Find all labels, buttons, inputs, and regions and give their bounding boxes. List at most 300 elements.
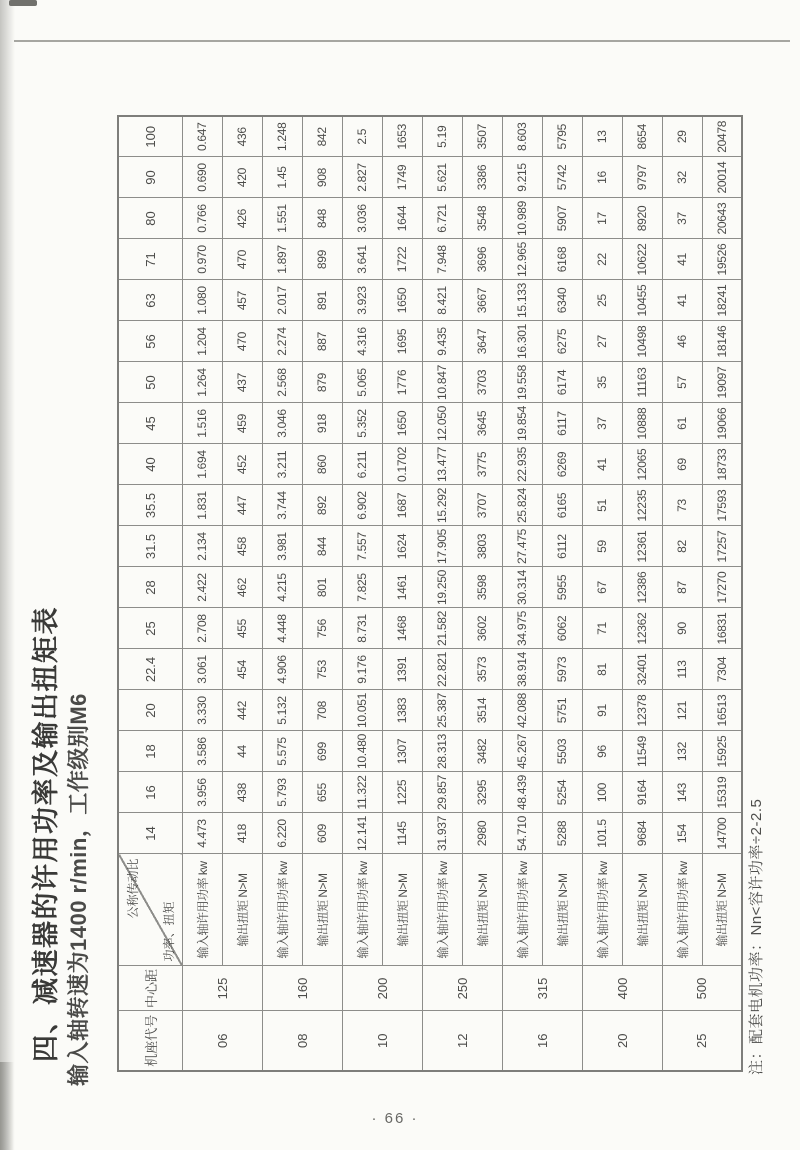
row-label-torque: 输出扭矩 N>M <box>702 854 742 966</box>
power-torque-table <box>117 115 743 1072</box>
torque-cell: 892 <box>302 485 342 526</box>
torque-cell: 3696 <box>462 239 502 280</box>
frame-torque-row <box>222 116 262 1071</box>
torque-cell: 3548 <box>462 198 502 239</box>
row-label-power: 输入轴许用功率 kw <box>342 854 382 966</box>
torque-cell: 9797 <box>622 157 662 198</box>
power-cell: 1.897 <box>262 239 302 280</box>
header-frame-code: 机座代号 <box>118 1011 182 1071</box>
power-cell: 19.558 <box>502 362 542 403</box>
torque-cell: 655 <box>302 772 342 813</box>
power-cell: 19.250 <box>422 567 462 608</box>
power-cell: 82 <box>662 526 702 567</box>
ratio-header-cell: 22.4 <box>118 649 182 690</box>
ratio-header-cell: 35.5 <box>118 485 182 526</box>
power-cell: 100 <box>582 772 622 813</box>
power-cell: 2.274 <box>262 321 302 362</box>
torque-cell: 11549 <box>622 731 662 772</box>
power-cell: 73 <box>662 485 702 526</box>
torque-cell: 887 <box>302 321 342 362</box>
power-cell: 3.586 <box>182 731 222 772</box>
torque-cell: 3707 <box>462 485 502 526</box>
torque-cell: 0.1702 <box>382 444 422 485</box>
torque-cell: 1391 <box>382 649 422 690</box>
torque-cell: 6340 <box>542 280 582 321</box>
power-cell: 2.5 <box>342 116 382 157</box>
power-cell: 15.292 <box>422 485 462 526</box>
center-distance-cell: 125 <box>182 966 262 1011</box>
power-cell: 10.847 <box>422 362 462 403</box>
power-cell: 21.582 <box>422 608 462 649</box>
header-diagonal-cell <box>118 854 182 966</box>
torque-cell: 1145 <box>382 813 422 854</box>
power-cell: 4.906 <box>262 649 302 690</box>
ratio-header-cell: 45 <box>118 403 182 444</box>
torque-cell: 5973 <box>542 649 582 690</box>
power-cell: 4.448 <box>262 608 302 649</box>
frame-code-cell: 12 <box>422 1011 502 1071</box>
torque-cell: 1722 <box>382 239 422 280</box>
power-cell: 5.19 <box>422 116 462 157</box>
header-center-distance: 中心距 <box>118 966 182 1011</box>
ratio-header-cell: 100 <box>118 116 182 157</box>
power-cell: 3.956 <box>182 772 222 813</box>
torque-cell: 609 <box>302 813 342 854</box>
power-cell: 12.141 <box>342 813 382 854</box>
torque-cell: 3482 <box>462 731 502 772</box>
torque-cell: 9164 <box>622 772 662 813</box>
frame-code-cell: 08 <box>262 1011 342 1071</box>
torque-cell: 1650 <box>382 403 422 444</box>
row-label-torque: 输出扭矩 N>M <box>302 854 342 966</box>
power-cell: 16.301 <box>502 321 542 362</box>
power-cell: 71 <box>582 608 622 649</box>
torque-cell: 5795 <box>542 116 582 157</box>
ratio-header-cell: 80 <box>118 198 182 239</box>
power-cell: 3.330 <box>182 690 222 731</box>
power-cell: 41 <box>582 444 622 485</box>
power-cell: 45.267 <box>502 731 542 772</box>
power-cell: 3.923 <box>342 280 382 321</box>
row-label-power: 输入轴许用功率 kw <box>422 854 462 966</box>
ratio-header-cell: 56 <box>118 321 182 362</box>
torque-cell: 18733 <box>702 444 742 485</box>
torque-cell: 459 <box>222 403 262 444</box>
power-cell: 1.080 <box>182 280 222 321</box>
torque-cell: 1776 <box>382 362 422 403</box>
torque-cell: 18146 <box>702 321 742 362</box>
torque-cell: 5288 <box>542 813 582 854</box>
torque-cell: 10498 <box>622 321 662 362</box>
ratio-header-cell: 63 <box>118 280 182 321</box>
center-distance-cell: 250 <box>422 966 502 1011</box>
power-cell: 0.766 <box>182 198 222 239</box>
power-cell: 11.322 <box>342 772 382 813</box>
torque-cell: 17270 <box>702 567 742 608</box>
torque-cell: 12386 <box>622 567 662 608</box>
power-cell: 101.5 <box>582 813 622 854</box>
power-cell: 154 <box>662 813 702 854</box>
row-label-power: 输入轴许用功率 kw <box>262 854 302 966</box>
power-cell: 6.902 <box>342 485 382 526</box>
power-cell: 22.821 <box>422 649 462 690</box>
torque-cell: 15925 <box>702 731 742 772</box>
torque-cell: 899 <box>302 239 342 280</box>
power-cell: 37 <box>582 403 622 444</box>
torque-cell: 1653 <box>382 116 422 157</box>
torque-cell: 918 <box>302 403 342 444</box>
power-cell: 1.248 <box>262 116 302 157</box>
torque-cell: 455 <box>222 608 262 649</box>
frame-code-cell: 06 <box>182 1011 262 1071</box>
frame-code-cell: 16 <box>502 1011 582 1071</box>
power-cell: 42.088 <box>502 690 542 731</box>
power-cell: 3.641 <box>342 239 382 280</box>
torque-cell: 17257 <box>702 526 742 567</box>
ratio-header-cell: 20 <box>118 690 182 731</box>
diagonal-label-power-torque: 功率、扭矩 <box>161 901 176 962</box>
power-cell: 61 <box>662 403 702 444</box>
power-cell: 69 <box>662 444 702 485</box>
power-cell: 19.854 <box>502 403 542 444</box>
torque-cell: 452 <box>222 444 262 485</box>
torque-cell: 1383 <box>382 690 422 731</box>
torque-cell: 5907 <box>542 198 582 239</box>
power-cell: 3.061 <box>182 649 222 690</box>
torque-cell: 3295 <box>462 772 502 813</box>
torque-cell: 5742 <box>542 157 582 198</box>
power-cell: 5.793 <box>262 772 302 813</box>
power-cell: 91 <box>582 690 622 731</box>
footnote: 注：配套电机功率：Nn<容许功率÷2-2.5 <box>748 798 765 1075</box>
torque-cell: 16513 <box>702 690 742 731</box>
power-cell: 0.647 <box>182 116 222 157</box>
torque-cell: 3647 <box>462 321 502 362</box>
power-cell: 7.825 <box>342 567 382 608</box>
power-cell: 132 <box>662 731 702 772</box>
frame-power-row <box>422 116 462 1071</box>
ratio-header-cell: 50 <box>118 362 182 403</box>
row-label-power: 输入轴许用功率 kw <box>182 854 222 966</box>
torque-cell: 1644 <box>382 198 422 239</box>
torque-cell: 1695 <box>382 321 422 362</box>
power-cell: 87 <box>662 567 702 608</box>
power-cell: 28.313 <box>422 731 462 772</box>
power-cell: 51 <box>582 485 622 526</box>
ratio-header-cell: 18 <box>118 731 182 772</box>
torque-cell: 801 <box>302 567 342 608</box>
row-label-torque: 输出扭矩 N>M <box>622 854 662 966</box>
power-cell: 41 <box>662 239 702 280</box>
power-cell: 90 <box>662 608 702 649</box>
torque-cell: 908 <box>302 157 342 198</box>
power-cell: 31.937 <box>422 813 462 854</box>
power-cell: 38.914 <box>502 649 542 690</box>
power-cell: 2.827 <box>342 157 382 198</box>
power-cell: 22.935 <box>502 444 542 485</box>
torque-cell: 19066 <box>702 403 742 444</box>
torque-cell: 19097 <box>702 362 742 403</box>
power-cell: 3.744 <box>262 485 302 526</box>
torque-cell: 12362 <box>622 608 662 649</box>
power-cell: 96 <box>582 731 622 772</box>
power-cell: 6.220 <box>262 813 302 854</box>
power-cell: 57 <box>662 362 702 403</box>
power-cell: 2.134 <box>182 526 222 567</box>
torque-cell: 9684 <box>622 813 662 854</box>
power-cell: 121 <box>662 690 702 731</box>
power-cell: 1.204 <box>182 321 222 362</box>
torque-cell: 7304 <box>702 649 742 690</box>
torque-cell: 19526 <box>702 239 742 280</box>
torque-cell: 844 <box>302 526 342 567</box>
ratio-header-cell: 31.5 <box>118 526 182 567</box>
power-cell: 35 <box>582 362 622 403</box>
power-cell: 15.133 <box>502 280 542 321</box>
torque-cell: 12378 <box>622 690 662 731</box>
torque-cell: 3667 <box>462 280 502 321</box>
torque-cell: 15319 <box>702 772 742 813</box>
torque-cell: 436 <box>222 116 262 157</box>
torque-cell: 426 <box>222 198 262 239</box>
torque-cell: 457 <box>222 280 262 321</box>
power-cell: 2.708 <box>182 608 222 649</box>
power-cell: 1.551 <box>262 198 302 239</box>
torque-cell: 3598 <box>462 567 502 608</box>
power-cell: 1.694 <box>182 444 222 485</box>
torque-cell: 10622 <box>622 239 662 280</box>
torque-cell: 891 <box>302 280 342 321</box>
ratio-header-cell: 28 <box>118 567 182 608</box>
power-cell: 59 <box>582 526 622 567</box>
frame-power-row <box>662 116 702 1071</box>
torque-cell: 470 <box>222 239 262 280</box>
center-distance-cell: 400 <box>582 966 662 1011</box>
torque-cell: 20643 <box>702 198 742 239</box>
power-cell: 4.316 <box>342 321 382 362</box>
frame-power-row <box>182 116 222 1071</box>
torque-cell: 6165 <box>542 485 582 526</box>
power-cell: 29.857 <box>422 772 462 813</box>
power-cell: 13 <box>582 116 622 157</box>
power-cell: 0.690 <box>182 157 222 198</box>
power-cell: 30.314 <box>502 567 542 608</box>
frame-power-row <box>342 116 382 1071</box>
center-distance-cell: 500 <box>662 966 742 1011</box>
torque-cell: 454 <box>222 649 262 690</box>
torque-cell: 699 <box>302 731 342 772</box>
torque-cell: 6112 <box>542 526 582 567</box>
power-cell: 4.473 <box>182 813 222 854</box>
table-header-row <box>118 116 182 1071</box>
torque-cell: 12065 <box>622 444 662 485</box>
power-cell: 46 <box>662 321 702 362</box>
torque-cell: 3775 <box>462 444 502 485</box>
frame-torque-row <box>702 116 742 1071</box>
power-cell: 54.710 <box>502 813 542 854</box>
torque-cell: 842 <box>302 116 342 157</box>
power-cell: 27 <box>582 321 622 362</box>
torque-cell: 3573 <box>462 649 502 690</box>
frame-power-row <box>582 116 622 1071</box>
ratio-header-cell: 14 <box>118 813 182 854</box>
power-cell: 3.036 <box>342 198 382 239</box>
torque-cell: 1624 <box>382 526 422 567</box>
torque-cell: 20014 <box>702 157 742 198</box>
torque-cell: 6275 <box>542 321 582 362</box>
torque-cell: 12235 <box>622 485 662 526</box>
power-cell: 67 <box>582 567 622 608</box>
torque-cell: 3386 <box>462 157 502 198</box>
power-cell: 5.065 <box>342 362 382 403</box>
power-cell: 143 <box>662 772 702 813</box>
power-cell: 5.621 <box>422 157 462 198</box>
torque-cell: 879 <box>302 362 342 403</box>
torque-cell: 458 <box>222 526 262 567</box>
torque-cell: 1650 <box>382 280 422 321</box>
frame-code-cell: 20 <box>582 1011 662 1071</box>
power-cell: 81 <box>582 649 622 690</box>
power-cell: 37 <box>662 198 702 239</box>
power-cell: 2.422 <box>182 567 222 608</box>
table-body <box>118 116 742 1071</box>
torque-cell: 1468 <box>382 608 422 649</box>
power-cell: 17 <box>582 198 622 239</box>
torque-cell: 756 <box>302 608 342 649</box>
torque-cell: 3602 <box>462 608 502 649</box>
power-cell: 5.575 <box>262 731 302 772</box>
power-cell: 9.176 <box>342 649 382 690</box>
power-cell: 2.568 <box>262 362 302 403</box>
torque-cell: 447 <box>222 485 262 526</box>
torque-cell: 3703 <box>462 362 502 403</box>
torque-cell: 1461 <box>382 567 422 608</box>
power-cell: 6.211 <box>342 444 382 485</box>
power-cell: 25.824 <box>502 485 542 526</box>
torque-cell: 17593 <box>702 485 742 526</box>
torque-cell: 3645 <box>462 403 502 444</box>
torque-cell: 2980 <box>462 813 502 854</box>
torque-cell: 708 <box>302 690 342 731</box>
torque-cell: 6062 <box>542 608 582 649</box>
torque-cell: 3514 <box>462 690 502 731</box>
power-cell: 48.439 <box>502 772 542 813</box>
power-cell: 10.989 <box>502 198 542 239</box>
power-cell: 10.480 <box>342 731 382 772</box>
power-cell: 12.050 <box>422 403 462 444</box>
power-cell: 8.421 <box>422 280 462 321</box>
power-cell: 0.970 <box>182 239 222 280</box>
frame-torque-row <box>542 116 582 1071</box>
torque-cell: 44 <box>222 731 262 772</box>
torque-cell: 6117 <box>542 403 582 444</box>
torque-cell: 6174 <box>542 362 582 403</box>
power-cell: 8.731 <box>342 608 382 649</box>
torque-cell: 437 <box>222 362 262 403</box>
power-cell: 7.948 <box>422 239 462 280</box>
row-label-power: 输入轴许用功率 kw <box>582 854 622 966</box>
power-cell: 6.721 <box>422 198 462 239</box>
table-subtitle: 输入轴转速为1400 r/min，工作级别M6 <box>66 693 91 1086</box>
power-cell: 3.046 <box>262 403 302 444</box>
torque-cell: 5503 <box>542 731 582 772</box>
power-cell: 2.017 <box>262 280 302 321</box>
frame-torque-row <box>622 116 662 1071</box>
torque-cell: 6269 <box>542 444 582 485</box>
power-cell: 10.051 <box>342 690 382 731</box>
power-cell: 41 <box>662 280 702 321</box>
torque-cell: 1225 <box>382 772 422 813</box>
torque-cell: 3507 <box>462 116 502 157</box>
power-cell: 12.965 <box>502 239 542 280</box>
power-cell: 17.905 <box>422 526 462 567</box>
ratio-header-cell: 71 <box>118 239 182 280</box>
torque-cell: 470 <box>222 321 262 362</box>
power-cell: 4.215 <box>262 567 302 608</box>
torque-cell: 848 <box>302 198 342 239</box>
torque-cell: 5955 <box>542 567 582 608</box>
section-title: 四、减速器的许用功率及输出扭矩表 <box>31 606 61 1062</box>
torque-cell: 1687 <box>382 485 422 526</box>
power-cell: 22 <box>582 239 622 280</box>
power-cell: 113 <box>662 649 702 690</box>
torque-cell: 6168 <box>542 239 582 280</box>
torque-cell: 11163 <box>622 362 662 403</box>
center-distance-cell: 315 <box>502 966 582 1011</box>
center-distance-cell: 160 <box>262 966 342 1011</box>
power-cell: 9.215 <box>502 157 542 198</box>
row-label-power: 输入轴许用功率 kw <box>662 854 702 966</box>
power-cell: 1.516 <box>182 403 222 444</box>
power-cell: 5.132 <box>262 690 302 731</box>
torque-cell: 16831 <box>702 608 742 649</box>
row-label-power: 输入轴许用功率 kw <box>502 854 542 966</box>
power-cell: 5.352 <box>342 403 382 444</box>
torque-cell: 14700 <box>702 813 742 854</box>
power-cell: 9.435 <box>422 321 462 362</box>
power-cell: 25.387 <box>422 690 462 731</box>
power-cell: 3.981 <box>262 526 302 567</box>
frame-code-cell: 25 <box>662 1011 742 1071</box>
power-cell: 27.475 <box>502 526 542 567</box>
power-cell: 32 <box>662 157 702 198</box>
diagonal-label-ratio: 公称传动比 <box>126 858 140 919</box>
torque-cell: 3803 <box>462 526 502 567</box>
page-number: · 66 · <box>371 1110 419 1127</box>
power-cell: 16 <box>582 157 622 198</box>
ratio-header-cell: 25 <box>118 608 182 649</box>
ratio-header-cell: 16 <box>118 772 182 813</box>
frame-torque-row <box>302 116 342 1071</box>
power-cell: 13.477 <box>422 444 462 485</box>
power-cell: 1.45 <box>262 157 302 198</box>
torque-cell: 1307 <box>382 731 422 772</box>
power-cell: 1.831 <box>182 485 222 526</box>
row-label-torque: 输出扭矩 N>M <box>542 854 582 966</box>
frame-power-row <box>502 116 542 1071</box>
power-cell: 25 <box>582 280 622 321</box>
power-cell: 8.603 <box>502 116 542 157</box>
torque-cell: 1749 <box>382 157 422 198</box>
ratio-header-cell: 40 <box>118 444 182 485</box>
row-label-torque: 输出扭矩 N>M <box>382 854 422 966</box>
torque-cell: 10888 <box>622 403 662 444</box>
power-cell: 3.211 <box>262 444 302 485</box>
torque-cell: 8920 <box>622 198 662 239</box>
center-distance-cell: 200 <box>342 966 422 1011</box>
torque-cell: 20478 <box>702 116 742 157</box>
frame-torque-row <box>382 116 422 1071</box>
